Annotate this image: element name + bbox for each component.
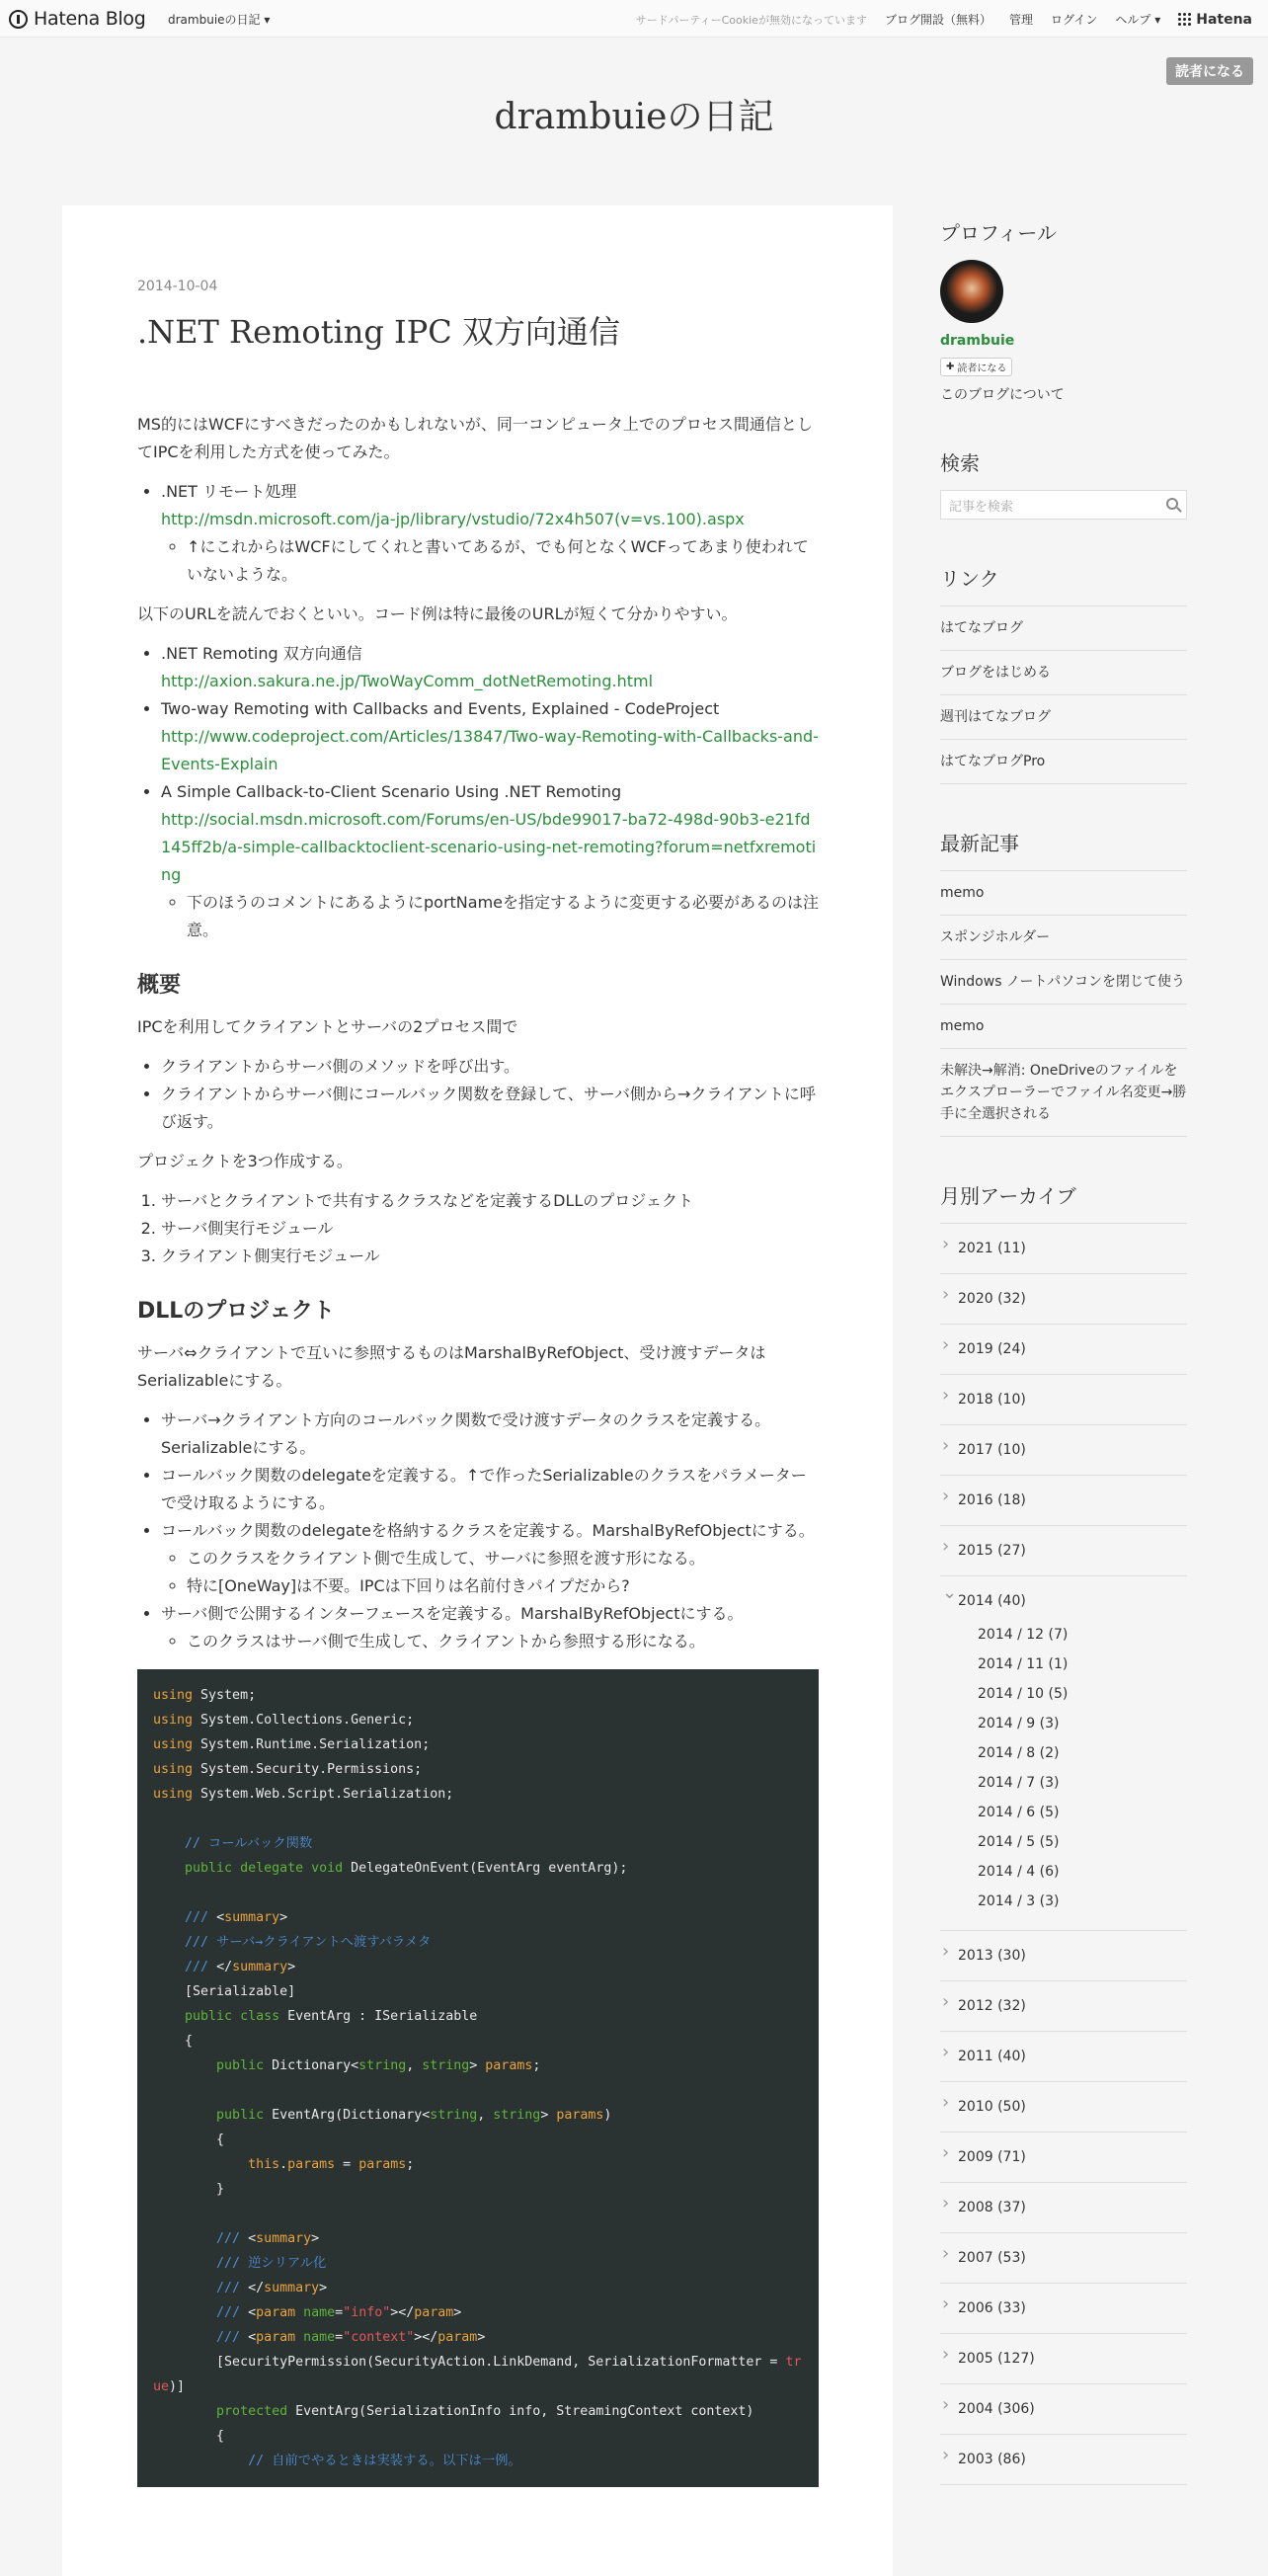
list-item: ◦ このクラスはサーバ側で生成して、クライアントから参照する形になる。 (187, 1628, 819, 1655)
section-heading: DLLのプロジェクト (137, 1299, 335, 1324)
archive-month[interactable]: 2014 / 8 (2) (978, 1745, 1060, 1761)
list-item: • クライアントからサーバ側にコールバック関数を登録して、サーバ側から→クライアントに呼び返す。 (161, 1081, 819, 1136)
list-item (161, 1600, 819, 1655)
hatena-menu[interactable] (1178, 12, 1252, 28)
link[interactable]: http://www.codeproject.com/Articles/13847/Two-way-Remoting-with-Callbacks-and-Events-Explain (161, 727, 819, 773)
project-list (161, 1187, 819, 1270)
blog-menu[interactable]: drambuieの日記 ▾ (168, 13, 271, 27)
archive-month[interactable]: 2014 / 10 (5) (978, 1686, 1069, 1702)
archive-year[interactable]: › 2018 (10) (940, 1375, 1187, 1425)
recent-entry-link[interactable]: memo (940, 1005, 1187, 1049)
sidebar-link[interactable]: はてなブログ (940, 606, 1187, 651)
sidebar (940, 217, 1187, 2485)
article-date[interactable]: 2014-10-04 (137, 279, 218, 294)
subscribe-button[interactable]: 読者になる (1166, 57, 1253, 85)
archive-year[interactable]: › 2017 (10) (940, 1425, 1187, 1476)
about-blog-link[interactable]: このブログについて (940, 387, 1065, 403)
paragraph: 以下のURLを読んでおくといい。コード例は特に最後のURLが短くて分かりやすい。 (137, 604, 738, 623)
archive-year[interactable]: › 2012 (32) (940, 1981, 1187, 2032)
section-heading: 概要 (137, 973, 182, 998)
archive-list (940, 1223, 1187, 2485)
archive-year-open[interactable] (940, 1576, 1187, 1931)
button-label: 読者になる (957, 363, 1007, 374)
list-item: ◦ 下のほうのコメントにあるようにportNameを指定するように変更する必要があるのは注意。 (187, 889, 819, 944)
list-item-text: Two-way Remoting with Callbacks and Events, Explained - CodeProject (161, 699, 720, 718)
login-link[interactable]: ログイン (1050, 13, 1098, 27)
recent-entry-link[interactable]: memo (940, 871, 1187, 916)
paragraph: IPCを利用してクライアントとサーバの2プロセス間で (137, 1017, 518, 1036)
hatena-logo-icon (9, 10, 28, 29)
profile-username[interactable]: drambuie (940, 333, 1015, 349)
archive-year[interactable]: › 2021 (11) (940, 1224, 1187, 1274)
archive-month[interactable]: 2014 / 7 (3) (978, 1775, 1060, 1791)
list-item (161, 1517, 819, 1600)
list-item-text: A Simple Callback-to-Client Scenario Using .NET Remoting (161, 782, 622, 801)
help-menu[interactable]: ヘルプ ▾ (1115, 13, 1161, 27)
ref-list-1 (161, 478, 819, 589)
module-heading: 最新記事 (940, 832, 1019, 855)
sidebar-link[interactable]: 週刊はてなブログ (940, 695, 1187, 740)
link[interactable]: http://social.msdn.microsoft.com/Forums/en-US/bde99017-ba72-498d-90b3-e21fd145ff2b/a-simple-callbacktoclient-scenario-using-net-remoting?forum=netfxremoting (161, 810, 817, 884)
archive-year[interactable]: › 2019 (24) (940, 1325, 1187, 1375)
admin-link[interactable]: 管理 (1008, 13, 1033, 27)
hatena-dots-icon (1178, 13, 1192, 27)
open-blog-link[interactable]: ブログ開設（無料） (884, 13, 991, 27)
overview-list (161, 1053, 819, 1136)
archive-month[interactable]: 2014 / 11 (1) (978, 1656, 1069, 1672)
archive-year[interactable]: › 2003 (86) (940, 2435, 1187, 2485)
cookie-notice: サードパーティーCookieが無効になっています (635, 13, 867, 27)
archive-year[interactable]: › 2008 (37) (940, 2183, 1187, 2233)
search-icon[interactable] (1166, 498, 1178, 510)
list-item (161, 640, 819, 695)
profile-module (940, 217, 1187, 404)
list-item: 1. サーバとクライアントで共有するクラスなどを定義するDLLのプロジェクト (161, 1187, 819, 1215)
archive-year[interactable]: › 2005 (127) (940, 2334, 1187, 2384)
blog-title[interactable]: drambuieの日記 (494, 97, 774, 137)
archive-month[interactable]: 2014 / 5 (5) (978, 1834, 1060, 1850)
article (137, 273, 819, 2487)
link[interactable]: http://msdn.microsoft.com/ja-jp/library/vstudio/72x4h507(v=vs.100).aspx (161, 510, 745, 528)
archive-year-label[interactable]: 2014 (40) (958, 1593, 1026, 1609)
search-input[interactable] (940, 490, 1187, 520)
profile-subscribe-button[interactable] (940, 358, 1012, 376)
archive-year[interactable]: › 2011 (40) (940, 2032, 1187, 2082)
recent-entry-link[interactable]: 未解決→解消: OneDriveのファイルをエクスプローラーでファイル名変更→勝手に全選択される (940, 1049, 1187, 1137)
list-item: • サーバ→クライアント方向のコールバック関数で受け渡すデータのクラスを定義する。Serializableにする。 (161, 1407, 819, 1462)
logo-text: Hatena Blog (34, 8, 146, 30)
list-item (161, 778, 819, 944)
recent-entry-link[interactable]: Windows ノートパソコンを閉じて使う (940, 960, 1187, 1005)
module-heading: リンク (940, 567, 999, 591)
archive-month[interactable]: 2014 / 6 (5) (978, 1805, 1060, 1820)
search-placeholder: 記事を検索 (949, 499, 1014, 515)
archive-month[interactable]: 2014 / 3 (3) (978, 1893, 1060, 1909)
links-module (940, 563, 1187, 784)
list-item: • クライアントからサーバ側のメソッドを呼び出す。 (161, 1053, 819, 1081)
archive-year[interactable]: › 2010 (50) (940, 2082, 1187, 2133)
list-item-text: .NET Remoting 双方向通信 (161, 644, 362, 663)
list-item: ◦ 特に[OneWay]は不要。IPCは下回りは名前付きパイプだから? (187, 1572, 819, 1600)
list-item: ◦ ↑にこれからはWCFにしてくれと書いてあるが、でも何となくWCFってあまり使われていないような。 (187, 533, 819, 589)
recent-entry-link[interactable]: スポンジホルダー (940, 916, 1187, 960)
list-item: ◦ このクラスをクライアント側で生成して、サーバに参照を渡す形になる。 (187, 1545, 819, 1572)
links-list (940, 605, 1187, 784)
archive-year[interactable]: › 2004 (306) (940, 2384, 1187, 2435)
archive-month[interactable]: 2014 / 4 (6) (978, 1864, 1060, 1880)
archive-module (940, 1180, 1187, 2485)
plus-icon: ✚ (946, 362, 955, 372)
recent-list (940, 870, 1187, 1137)
module-heading: 月別アーカイブ (940, 1184, 1076, 1208)
list-item: 3. クライアント側実行モジュール (161, 1243, 819, 1270)
archive-month[interactable]: 2014 / 9 (3) (978, 1716, 1060, 1731)
ref-list-2 (161, 640, 819, 944)
hatena-blog-logo[interactable] (9, 8, 146, 30)
global-header (0, 0, 1268, 38)
sidebar-link[interactable]: ブログをはじめる (940, 651, 1187, 695)
archive-month[interactable]: 2014 / 12 (7) (978, 1627, 1069, 1643)
search-module (940, 447, 1187, 520)
recent-module (940, 828, 1187, 1137)
link[interactable]: http://axion.sakura.ne.jp/TwoWayComm_dotNetRemoting.html (161, 672, 654, 690)
module-heading: プロフィール (940, 221, 1057, 245)
module-heading: 検索 (940, 451, 980, 475)
list-item: 2. サーバ側実行モジュール (161, 1215, 819, 1243)
article-title[interactable]: .NET Remoting IPC 双方向通信 (137, 313, 620, 351)
list-item (161, 478, 819, 589)
archive-year[interactable]: › 2007 (53) (940, 2233, 1187, 2284)
avatar[interactable] (940, 260, 1003, 323)
main-content (62, 205, 893, 2576)
list-item-text: サーバ側で公開するインターフェースを定義する。MarshalByRefObjectにする。 (161, 1604, 744, 1623)
archive-year[interactable]: › 2013 (30) (940, 1931, 1187, 1981)
archive-year[interactable]: › 2015 (27) (940, 1526, 1187, 1576)
code-block: using System; using System.Collections.Generic; using System.Runtime.Serialization; using System.Security.Permissions; using System.Web.Script.Serialization; // コールバック関数 public delegate void DelegateOnEvent(EventArg eventArg); /// <summary> /// サーバ→クライアントへ渡すパラメタ /// </summary> [Serializable] public class EventArg : ISerializable { public Dictionary<string, string> params; public EventArg(Dictionary<string, string> params) { this.params = params; } /// <summary> /// 逆シリアル化 /// </summary> /// <param name="info"></param> /// <param name="context"></param> [SecurityPermission(SecurityAction.LinkDemand, SerializationFormatter = true)] protected EventArg(SerializationInfo info, StreamingContext context) { // 自前でやるときは実装する。以下は一例。 (137, 1669, 819, 2487)
archive-year[interactable]: › 2016 (18) (940, 1476, 1187, 1526)
header-right (636, 11, 1252, 28)
list-item (161, 695, 819, 778)
sidebar-link[interactable]: はてなブログPro (940, 740, 1187, 784)
archive-year[interactable]: › 2020 (32) (940, 1274, 1187, 1325)
dll-list (161, 1407, 819, 1655)
intro-paragraph: MS的にはWCFにすべきだったのかもしれないが、同一コンピュータ上でのプロセス間通信としてIPCを利用した方式を使ってみた。 (137, 415, 813, 461)
list-item: • コールバック関数のdelegateを定義する。↑で作ったSerializableのクラスをパラメーターで受け取るようにする。 (161, 1462, 819, 1517)
list-item-text: コールバック関数のdelegateを格納するクラスを定義する。MarshalByRefObjectにする。 (161, 1521, 815, 1540)
paragraph: サーバ⇔クライアントで互いに参照するものはMarshalByRefObject、受け渡すデータはSerializableにする。 (137, 1343, 766, 1390)
archive-year[interactable]: › 2006 (33) (940, 2284, 1187, 2334)
hatena-label: Hatena (1196, 11, 1252, 28)
archive-year[interactable]: › 2009 (71) (940, 2133, 1187, 2183)
list-item-text: .NET リモート処理 (161, 482, 297, 501)
paragraph: プロジェクトを3つ作成する。 (137, 1152, 353, 1170)
